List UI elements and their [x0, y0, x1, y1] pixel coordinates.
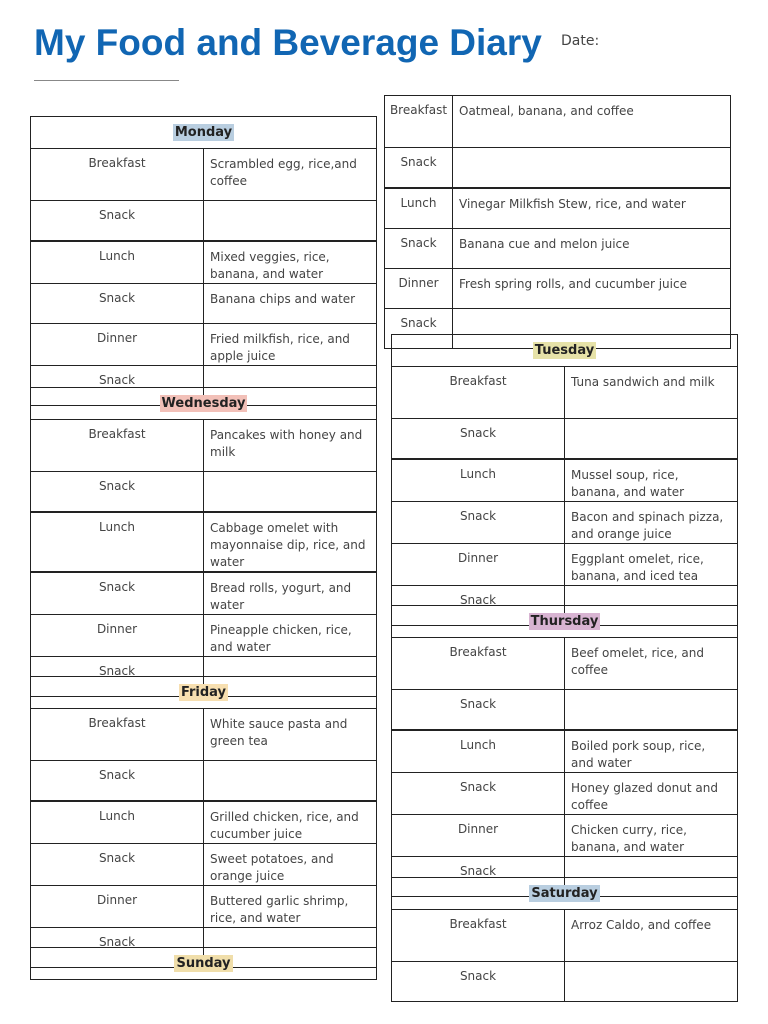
- meal-row: [385, 188, 731, 229]
- meal-row: [392, 815, 738, 857]
- day-name: Wednesday: [161, 396, 246, 411]
- meal-label: Dinner: [31, 615, 204, 657]
- date-label: Date:: [561, 33, 600, 49]
- meal-entry[interactable]: [565, 690, 738, 731]
- meal-label: Lunch: [31, 512, 204, 572]
- meal-entry[interactable]: Tuna sandwich and milk: [565, 367, 738, 419]
- day-header-tuesday: [392, 335, 738, 367]
- meal-label: Snack: [392, 962, 565, 1002]
- meal-entry[interactable]: Oatmeal, banana, and coffee: [453, 96, 731, 148]
- meal-label: Dinner: [392, 544, 565, 586]
- day-header-sunday: [31, 948, 377, 980]
- meal-entry[interactable]: [565, 962, 738, 1002]
- meal-row: [392, 502, 738, 544]
- meal-row: [392, 773, 738, 815]
- meal-entry[interactable]: Grilled chicken, rice, and cucumber juice: [204, 801, 377, 844]
- meal-row: [31, 512, 377, 572]
- meal-row: [392, 730, 738, 773]
- meal-entry[interactable]: Chicken curry, rice, banana, and water: [565, 815, 738, 857]
- meal-label: Lunch: [392, 459, 565, 502]
- meal-entry[interactable]: Banana cue and melon juice: [453, 229, 731, 269]
- day-header-friday: [31, 677, 377, 709]
- meal-entry[interactable]: Scrambled egg, rice,and coffee: [204, 149, 377, 201]
- meal-label: Snack: [31, 366, 204, 406]
- day-name: Tuesday: [534, 343, 595, 358]
- meal-row: [385, 269, 731, 309]
- day-name: Sunday: [176, 956, 231, 971]
- meal-row: [385, 229, 731, 269]
- meal-label: Breakfast: [31, 420, 204, 472]
- meal-label: Dinner: [392, 815, 565, 857]
- meal-row: [392, 459, 738, 502]
- meal-label: Breakfast: [392, 910, 565, 962]
- meal-label: Snack: [31, 657, 204, 697]
- meal-entry[interactable]: [453, 148, 731, 189]
- day-name: Monday: [174, 125, 233, 140]
- meal-label: Snack: [392, 586, 565, 626]
- meal-label: Snack: [31, 761, 204, 802]
- meal-label: Snack: [385, 148, 453, 189]
- meal-label: Lunch: [31, 801, 204, 844]
- meal-label: Snack: [392, 773, 565, 815]
- meal-label: Snack: [31, 572, 204, 615]
- meal-label: Snack: [31, 844, 204, 886]
- meal-entry[interactable]: Fresh spring rolls, and cucumber juice: [453, 269, 731, 309]
- meal-entry[interactable]: Arroz Caldo, and coffee: [565, 910, 738, 962]
- day-name: Friday: [180, 685, 227, 700]
- meal-row: [31, 324, 377, 366]
- meal-label: Dinner: [385, 269, 453, 309]
- meal-entry[interactable]: [204, 761, 377, 802]
- meal-entry[interactable]: Eggplant omelet, rice, banana, and iced tea: [565, 544, 738, 586]
- meal-entry[interactable]: Pancakes with honey and milk: [204, 420, 377, 472]
- date-input-line[interactable]: [34, 80, 179, 81]
- meal-label: Breakfast: [31, 149, 204, 201]
- meal-entry[interactable]: Bread rolls, yogurt, and water: [204, 572, 377, 615]
- meal-entry[interactable]: [204, 201, 377, 242]
- meal-label: Lunch: [392, 730, 565, 773]
- meal-label: Snack: [392, 690, 565, 731]
- meal-entry[interactable]: [565, 419, 738, 460]
- meal-row: [31, 572, 377, 615]
- day-table-sunday: [30, 947, 377, 980]
- meal-entry[interactable]: Sweet potatoes, and orange juice: [204, 844, 377, 886]
- day-name: Thursday: [530, 614, 599, 629]
- meal-row: [392, 419, 738, 460]
- meal-row: [385, 148, 731, 189]
- meal-label: Snack: [31, 284, 204, 324]
- meal-row: [392, 544, 738, 586]
- meal-label: Snack: [31, 928, 204, 968]
- meal-entry[interactable]: Banana chips and water: [204, 284, 377, 324]
- meal-row: [385, 96, 731, 148]
- meal-row: [31, 241, 377, 284]
- day-header-thursday: [392, 606, 738, 638]
- day-table-friday: [30, 676, 377, 968]
- meal-row: [392, 962, 738, 1002]
- meal-entry[interactable]: Bacon and spinach pizza, and orange juice: [565, 502, 738, 544]
- meal-label: Snack: [385, 229, 453, 269]
- meal-entry[interactable]: Boiled pork soup, rice, and water: [565, 730, 738, 773]
- day-table-top-right: [384, 95, 731, 349]
- day-header-monday: [31, 117, 377, 149]
- meal-row: [392, 367, 738, 419]
- meal-label: Dinner: [31, 324, 204, 366]
- meal-entry[interactable]: Beef omelet, rice, and coffee: [565, 638, 738, 690]
- meal-row: [31, 615, 377, 657]
- meal-label: Breakfast: [385, 96, 453, 148]
- day-table-tuesday: [391, 334, 738, 626]
- day-name: Saturday: [531, 886, 598, 901]
- meal-entry[interactable]: Mixed veggies, rice, banana, and water: [204, 241, 377, 284]
- meal-row: [31, 844, 377, 886]
- meal-entry[interactable]: Cabbage omelet with mayonnaise dip, rice, and water: [204, 512, 377, 572]
- meal-row: [392, 910, 738, 962]
- meal-row: [31, 801, 377, 844]
- meal-entry[interactable]: Fried milkfish, rice, and apple juice: [204, 324, 377, 366]
- meal-row: [31, 886, 377, 928]
- day-header-wednesday: [31, 388, 377, 420]
- meal-row: [31, 709, 377, 761]
- meal-label: Lunch: [31, 241, 204, 284]
- meal-label: Snack: [392, 502, 565, 544]
- meal-label: Breakfast: [392, 638, 565, 690]
- day-table-saturday: [391, 877, 738, 1002]
- meal-entry[interactable]: Vinegar Milkfish Stew, rice, and water: [453, 188, 731, 229]
- page-title: My Food and Beverage Diary: [34, 22, 542, 63]
- meal-entry[interactable]: [204, 472, 377, 513]
- day-table-wednesday: [30, 387, 377, 697]
- meal-label: Lunch: [385, 188, 453, 229]
- meal-label: Snack: [392, 857, 565, 897]
- meal-label: Snack: [31, 201, 204, 242]
- meal-entry[interactable]: Mussel soup, rice, banana, and water: [565, 459, 738, 502]
- meal-entry[interactable]: White sauce pasta and green tea: [204, 709, 377, 761]
- meal-row: [31, 284, 377, 324]
- meal-row: [31, 201, 377, 242]
- meal-row: [31, 420, 377, 472]
- meal-entry[interactable]: Honey glazed donut and coffee: [565, 773, 738, 815]
- day-table-monday: [30, 116, 377, 406]
- meal-label: Dinner: [31, 886, 204, 928]
- meal-row: [31, 472, 377, 513]
- meal-label: Breakfast: [392, 367, 565, 419]
- day-header-saturday: [392, 878, 738, 910]
- day-table-thursday: [391, 605, 738, 897]
- meal-label: Breakfast: [31, 709, 204, 761]
- meal-row: [31, 761, 377, 802]
- meal-label: Snack: [31, 472, 204, 513]
- meal-entry[interactable]: Pineapple chicken, rice, and water: [204, 615, 377, 657]
- meal-row: [392, 690, 738, 731]
- meal-row: [392, 638, 738, 690]
- meal-label: Snack: [385, 309, 453, 349]
- meal-label: Snack: [392, 419, 565, 460]
- meal-entry[interactable]: Buttered garlic shrimp, rice, and water: [204, 886, 377, 928]
- meal-row: [31, 149, 377, 201]
